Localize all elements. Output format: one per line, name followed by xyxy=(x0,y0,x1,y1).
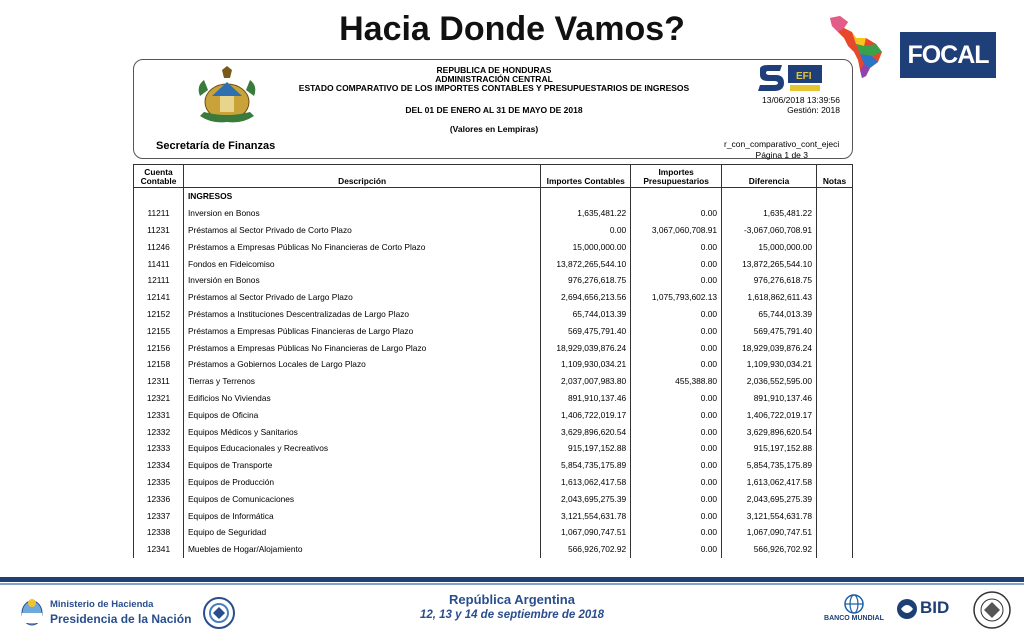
cell-contables: 2,037,007,983.80 xyxy=(541,373,631,390)
cell-diferencia: 1,067,090,747.51 xyxy=(722,524,817,541)
cell-presupuestarios: 0.00 xyxy=(631,339,722,356)
cell-cuenta: 11211 xyxy=(134,205,184,222)
table-row xyxy=(134,272,853,289)
cell-notas xyxy=(816,255,852,272)
cell-descripcion: Inversión en Bonos xyxy=(183,272,540,289)
cell-diferencia: 1,635,481.22 xyxy=(722,205,817,222)
cell-descripcion: Préstamos al Sector Privado de Corto Plazo xyxy=(183,222,540,239)
cell-descripcion: Inversion en Bonos xyxy=(183,205,540,222)
cell-diferencia: 1,109,930,034.21 xyxy=(722,356,817,373)
cell-notas xyxy=(816,205,852,222)
cell-notas xyxy=(816,356,852,373)
cell-contables: 1,406,722,019.17 xyxy=(541,406,631,423)
header-administration: ADMINISTRACIÓN CENTRAL xyxy=(435,74,553,84)
cell-cuenta: 12332 xyxy=(134,423,184,440)
cell-contables: 2,694,656,213.56 xyxy=(541,289,631,306)
table-row xyxy=(134,373,853,390)
cell-contables: 3,121,554,631.78 xyxy=(541,507,631,524)
cell-presupuestarios: 0.00 xyxy=(631,541,722,558)
cell-descripcion: Préstamos a Gobiernos Locales de Largo Plazo xyxy=(183,356,540,373)
cell-descripcion: Equipos de Informática xyxy=(183,507,540,524)
cell-diferencia: 566,926,702.92 xyxy=(722,541,817,558)
presidencia-name: Presidencia de la Nación xyxy=(50,612,192,626)
cell-diferencia: 13,872,265,544.10 xyxy=(722,255,817,272)
cell-contables: 65,744,013.39 xyxy=(541,306,631,323)
cell-presupuestarios: 1,075,793,602.13 xyxy=(631,289,722,306)
cell-cuenta: 12341 xyxy=(134,541,184,558)
section-label: INGRESOS xyxy=(183,188,540,205)
cell-cuenta: 12331 xyxy=(134,406,184,423)
table-row xyxy=(134,490,853,507)
cell-diferencia: 1,618,862,611.43 xyxy=(722,289,817,306)
table-row xyxy=(134,238,853,255)
cell-notas xyxy=(816,373,852,390)
cell-contables: 1,613,062,417.58 xyxy=(541,474,631,491)
svg-text:EFI: EFI xyxy=(796,71,812,82)
cell-diferencia: 5,854,735,175.89 xyxy=(722,457,817,474)
column-header-diferencia: Diferencia xyxy=(722,165,817,188)
cell-notas xyxy=(816,238,852,255)
table-header-row xyxy=(134,165,853,188)
table-row xyxy=(134,507,853,524)
table-row xyxy=(134,205,853,222)
cell-presupuestarios: 0.00 xyxy=(631,205,722,222)
cell-cuenta: 12335 xyxy=(134,474,184,491)
cell-notas xyxy=(816,423,852,440)
cell-presupuestarios: 0.00 xyxy=(631,524,722,541)
header-currency: (Valores en Lempiras) xyxy=(449,124,539,134)
cell-diferencia: 915,197,152.88 xyxy=(722,440,817,457)
cell-notas xyxy=(816,507,852,524)
banco-mundial-logo xyxy=(824,594,884,628)
table-row xyxy=(134,457,853,474)
cell-notas xyxy=(816,406,852,423)
cell-presupuestarios: 0.00 xyxy=(631,423,722,440)
cell-presupuestarios: 0.00 xyxy=(631,490,722,507)
column-header-contables: Importes Contables xyxy=(541,165,631,188)
cell-notas xyxy=(816,457,852,474)
header-period: DEL 01 DE ENERO AL 31 DE MAYO DE 2018 xyxy=(405,105,583,115)
cell-presupuestarios: 0.00 xyxy=(631,457,722,474)
coat-of-arms-icon xyxy=(192,66,262,128)
cell-presupuestarios: 0.00 xyxy=(631,322,722,339)
cell-contables: 566,926,702.92 xyxy=(541,541,631,558)
cell-presupuestarios: 0.00 xyxy=(631,272,722,289)
cell-descripcion: Equipo de Seguridad xyxy=(183,524,540,541)
cell-cuenta: 12338 xyxy=(134,524,184,541)
cell-notas xyxy=(816,272,852,289)
cell-diferencia: 18,929,039,876.24 xyxy=(722,339,817,356)
cell-diferencia: 3,121,554,631.78 xyxy=(722,507,817,524)
cell-cuenta: 12152 xyxy=(134,306,184,323)
cell-contables: 891,910,137.46 xyxy=(541,390,631,407)
ministerio-name: Ministerio de Hacienda xyxy=(50,599,154,610)
footer-dates: 12, 13 y 14 de septiembre de 2018 xyxy=(419,609,605,621)
cell-descripcion: Préstamos a Instituciones Descentralizadas de Largo Plazo xyxy=(183,306,540,323)
cell-cuenta: 12141 xyxy=(134,289,184,306)
header-report-title: ESTADO COMPARATIVO DE LOS IMPORTES CONTABLES Y PRESUPUESTARIOS DE INGRESOS xyxy=(298,83,690,93)
header-secretaria: Secretaría de Finanzas xyxy=(156,140,276,152)
table-row xyxy=(134,440,853,457)
bid-label: BID xyxy=(920,598,950,617)
cell-diferencia: -3,067,060,708.91 xyxy=(722,222,817,239)
cell-cuenta: 12111 xyxy=(134,272,184,289)
cell-cuenta: 12156 xyxy=(134,339,184,356)
cell-presupuestarios: 0.00 xyxy=(631,507,722,524)
table-row xyxy=(134,541,853,558)
column-header-presupuestarios: Importes Presupuestarios xyxy=(631,165,722,188)
cell-notas xyxy=(816,289,852,306)
cell-contables: 0.00 xyxy=(541,222,631,239)
cell-diferencia: 2,036,552,595.00 xyxy=(722,373,817,390)
cell-cuenta: 12321 xyxy=(134,390,184,407)
cell-presupuestarios: 0.00 xyxy=(631,238,722,255)
table-row xyxy=(134,390,853,407)
cell-diferencia: 65,744,013.39 xyxy=(722,306,817,323)
table-row xyxy=(134,289,853,306)
cell-descripcion: Equipos Educacionales y Recreativos xyxy=(183,440,540,457)
cell-contables: 1,109,930,034.21 xyxy=(541,356,631,373)
cell-cuenta: 12158 xyxy=(134,356,184,373)
globe-icon xyxy=(844,594,864,614)
sefin-logo-icon xyxy=(756,63,824,93)
cell-notas xyxy=(816,541,852,558)
table-row xyxy=(134,339,853,356)
cell-diferencia: 976,276,618.75 xyxy=(722,272,817,289)
cell-descripcion: Préstamos a Empresas Públicas No Financieras de Largo Plazo xyxy=(183,339,540,356)
cell-contables: 569,475,791.40 xyxy=(541,322,631,339)
bid-logo xyxy=(896,596,954,624)
cell-contables: 5,854,735,175.89 xyxy=(541,457,631,474)
cell-contables: 18,929,039,876.24 xyxy=(541,339,631,356)
cell-descripcion: Edificios No Viviendas xyxy=(183,390,540,407)
section-row xyxy=(134,188,853,205)
column-header-notas: Notas xyxy=(816,165,852,188)
cell-cuenta: 12155 xyxy=(134,322,184,339)
cell-presupuestarios: 0.00 xyxy=(631,255,722,272)
cell-notas xyxy=(816,474,852,491)
bid-emblem-icon xyxy=(896,598,918,620)
cell-contables: 15,000,000.00 xyxy=(541,238,631,255)
cell-diferencia: 569,475,791.40 xyxy=(722,322,817,339)
revenue-comparison-table xyxy=(133,164,853,558)
cell-descripcion: Equipos de Oficina xyxy=(183,406,540,423)
header-timestamp: 13/06/2018 13:39:56 xyxy=(762,95,840,105)
banco-mundial-label: BANCO MUNDIAL xyxy=(824,615,884,622)
cell-cuenta: 12334 xyxy=(134,457,184,474)
imf-seal-icon xyxy=(972,590,1012,630)
column-header-cuenta: Cuenta Contable xyxy=(134,165,184,188)
cell-notas xyxy=(816,524,852,541)
cell-descripcion: Préstamos a Empresas Públicas No Financieras de Corto Plazo xyxy=(183,238,540,255)
cell-diferencia: 891,910,137.46 xyxy=(722,390,817,407)
table-row xyxy=(134,222,853,239)
cell-notas xyxy=(816,322,852,339)
cell-diferencia: 1,406,722,019.17 xyxy=(722,406,817,423)
cell-diferencia: 2,043,695,275.39 xyxy=(722,490,817,507)
table-row xyxy=(134,524,853,541)
cell-cuenta: 12336 xyxy=(134,490,184,507)
table-row xyxy=(134,306,853,323)
cell-contables: 915,197,152.88 xyxy=(541,440,631,457)
cell-presupuestarios: 3,067,060,708.91 xyxy=(631,222,722,239)
table-row xyxy=(134,356,853,373)
cell-descripcion: Equipos de Comunicaciones xyxy=(183,490,540,507)
cell-presupuestarios: 0.00 xyxy=(631,356,722,373)
cell-cuenta: 12337 xyxy=(134,507,184,524)
cell-diferencia: 1,613,062,417.58 xyxy=(722,474,817,491)
header-gestion: Gestión: 2018 xyxy=(787,105,840,115)
cell-descripcion: Fondos en Fideicomiso xyxy=(183,255,540,272)
cell-presupuestarios: 0.00 xyxy=(631,390,722,407)
table-row xyxy=(134,474,853,491)
cell-notas xyxy=(816,490,852,507)
cell-descripcion: Equipos de Transporte xyxy=(183,457,540,474)
cell-presupuestarios: 0.00 xyxy=(631,474,722,491)
slide-title: Hacia Donde Vamos? xyxy=(339,10,685,48)
focal-logo: FOCAL xyxy=(900,32,996,78)
header-page: Página 1 de 3 xyxy=(755,150,808,160)
cell-presupuestarios: 0.00 xyxy=(631,440,722,457)
table-row xyxy=(134,406,853,423)
footer-bar xyxy=(0,577,1024,582)
cell-descripcion: Préstamos a Empresas Públicas Financieras de Largo Plazo xyxy=(183,322,540,339)
cell-notas xyxy=(816,222,852,239)
cell-descripcion: Tierras y Terrenos xyxy=(183,373,540,390)
footer-country: República Argentina xyxy=(449,592,575,607)
table-row xyxy=(134,322,853,339)
cell-contables: 1,635,481.22 xyxy=(541,205,631,222)
cell-notas xyxy=(816,440,852,457)
cell-descripcion: Equipos Médicos y Sanitarios xyxy=(183,423,540,440)
cell-descripcion: Préstamos al Sector Privado de Largo Plazo xyxy=(183,289,540,306)
cell-notas xyxy=(816,306,852,323)
cell-diferencia: 3,629,896,620.54 xyxy=(722,423,817,440)
cell-presupuestarios: 455,388.80 xyxy=(631,373,722,390)
table-row xyxy=(134,423,853,440)
cell-contables: 2,043,695,275.39 xyxy=(541,490,631,507)
cell-descripcion: Muebles de Hogar/Alojamiento xyxy=(183,541,540,558)
cell-notas xyxy=(816,339,852,356)
cell-cuenta: 11246 xyxy=(134,238,184,255)
cell-contables: 976,276,618.75 xyxy=(541,272,631,289)
header-country: REPUBLICA DE HONDURAS xyxy=(436,65,552,75)
header-report-code: r_con_comparativo_cont_ejeci xyxy=(724,139,840,149)
cell-contables: 1,067,090,747.51 xyxy=(541,524,631,541)
column-header-descripcion: Descripción xyxy=(183,165,540,188)
cell-cuenta: 12333 xyxy=(134,440,184,457)
cell-diferencia: 15,000,000.00 xyxy=(722,238,817,255)
footer-bar-accent xyxy=(0,583,1024,585)
cell-presupuestarios: 0.00 xyxy=(631,406,722,423)
table-row xyxy=(134,255,853,272)
cell-cuenta: 11411 xyxy=(134,255,184,272)
cell-contables: 13,872,265,544.10 xyxy=(541,255,631,272)
cell-contables: 3,629,896,620.54 xyxy=(541,423,631,440)
cell-cuenta: 12311 xyxy=(134,373,184,390)
report-document xyxy=(131,59,855,564)
cell-cuenta: 11231 xyxy=(134,222,184,239)
report-header xyxy=(133,59,853,159)
cell-descripcion: Equipos de Producción xyxy=(183,474,540,491)
cell-presupuestarios: 0.00 xyxy=(631,306,722,323)
cell-notas xyxy=(816,390,852,407)
